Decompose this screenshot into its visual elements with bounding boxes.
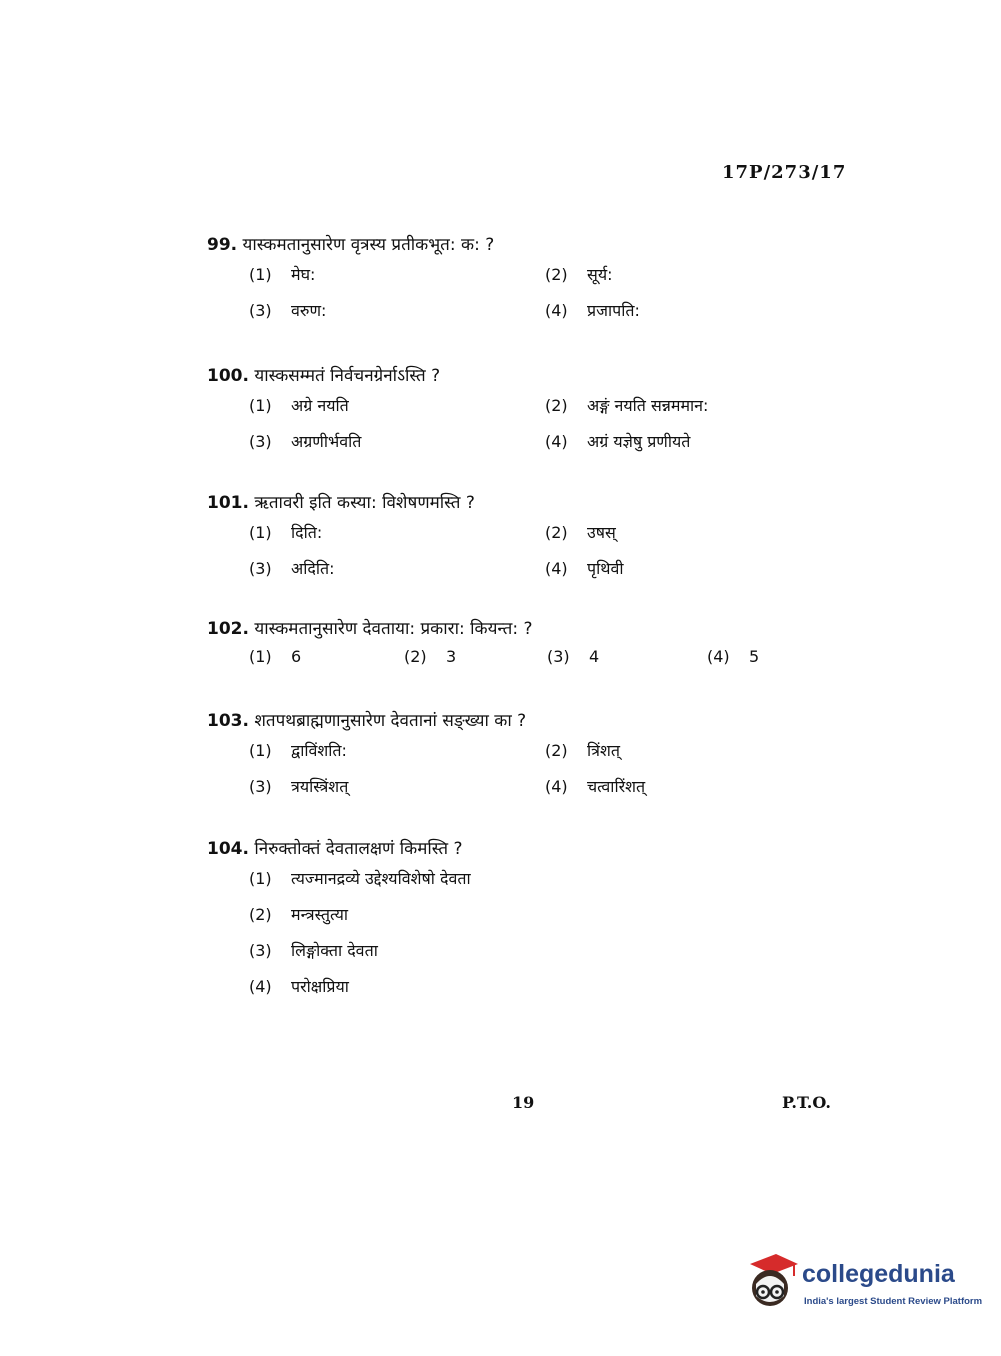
- question-number: 99.: [207, 235, 238, 255]
- question-text: ऋतावरी इति कस्या: विशेषणमस्ति ?: [254, 493, 475, 513]
- brand-name: collegedunia: [802, 1260, 955, 1288]
- question-number: 104.: [207, 839, 249, 859]
- question-number: 103.: [207, 711, 249, 731]
- option-row: [207, 933, 463, 969]
- question-stem: [207, 837, 463, 861]
- option-row: [207, 969, 463, 1005]
- option-row: [207, 515, 616, 551]
- option-row: [207, 551, 624, 587]
- option-4: (4) परोक्षप्रिया: [249, 977, 349, 996]
- option-row: [207, 769, 646, 805]
- question-stem: [207, 233, 494, 257]
- option-3: (3) अग्रणीर्भवति: [249, 432, 362, 451]
- question-text: निरुक्तोक्तं देवतालक्षणं किमस्ति ?: [254, 839, 463, 859]
- brand-tagline: India's largest Student Review Platform: [804, 1296, 983, 1307]
- option-row: [207, 861, 471, 897]
- question-103: [207, 709, 646, 805]
- question-104: [207, 837, 471, 1005]
- option-1: (1) द्वाविंशति:: [249, 741, 347, 760]
- option-3: (3) त्रयस्त्रिंशत्: [249, 777, 349, 796]
- question-100: [207, 364, 709, 460]
- option-3: (3) लिङ्गोक्ता देवता: [249, 941, 378, 960]
- question-stem: [207, 491, 475, 515]
- option-row: [207, 388, 709, 424]
- option-row: [207, 897, 463, 933]
- option-row: [207, 293, 640, 329]
- option-row: [207, 641, 760, 677]
- question-99: [207, 233, 640, 329]
- question-stem: [207, 364, 440, 388]
- collegedunia-logo: [742, 1250, 983, 1320]
- option-1: (1) त्यज्मानद्रव्ये उद्देश्यविशेषो देवता: [249, 869, 471, 888]
- option-row: [207, 733, 620, 769]
- question-102: [207, 617, 760, 677]
- option-1: (1) दिति:: [249, 523, 323, 542]
- option-2: (2) सूर्य:: [545, 265, 613, 284]
- page-number: 19: [512, 1093, 535, 1112]
- option-1: (1) मेघ:: [249, 265, 316, 284]
- paper-code: 17P/273/17: [722, 162, 847, 183]
- option-3: (3) वरुण:: [249, 301, 327, 320]
- question-number: 101.: [207, 493, 249, 513]
- mascot-icon: [742, 1250, 802, 1314]
- option-2: (2) मन्त्रस्तुत्या: [249, 905, 349, 924]
- question-number: 100.: [207, 366, 249, 386]
- question-number: 102.: [207, 619, 249, 639]
- option-3: (3) अदिति:: [249, 559, 335, 578]
- question-stem: [207, 617, 533, 641]
- option-1: (1) अग्रे नयति: [249, 396, 349, 415]
- option-4: (4) प्रजापति:: [545, 301, 640, 320]
- option-4: (4) पृथिवी: [545, 559, 624, 578]
- question-stem: [207, 709, 526, 733]
- option-row: [207, 424, 691, 460]
- option-3: (3) 4: [547, 647, 600, 666]
- option-row: [207, 257, 613, 293]
- question-text: शतपथब्राह्मणानुसारेण देवतानां सङ्ख्या का ?: [254, 711, 527, 731]
- option-2: (2) अङ्गं नयति सन्नममान:: [545, 396, 709, 415]
- question-text: यास्कमतानुसारेण देवताया: प्रकारा: कियन्त: ?: [254, 619, 533, 639]
- option-2: (2) उषस्: [545, 523, 616, 542]
- option-4: (4) चत्वारिंशत्: [545, 777, 646, 796]
- pto-label: P.T.O.: [782, 1093, 831, 1112]
- option-1: (1) 6: [249, 647, 302, 666]
- question-text: यास्कमतानुसारेण वृत्रस्य प्रतीकभूत: क: ?: [242, 235, 495, 255]
- option-4: (4) 5: [707, 647, 760, 666]
- option-2: (2) 3: [404, 647, 457, 666]
- question-101: [207, 491, 624, 587]
- option-4: (4) अग्रं यज्ञेषु प्रणीयते: [545, 432, 691, 451]
- question-text: यास्कसम्मतं निर्वचनग्रेर्नाऽस्ति ?: [254, 366, 441, 386]
- option-2: (2) त्रिंशत्: [545, 741, 620, 760]
